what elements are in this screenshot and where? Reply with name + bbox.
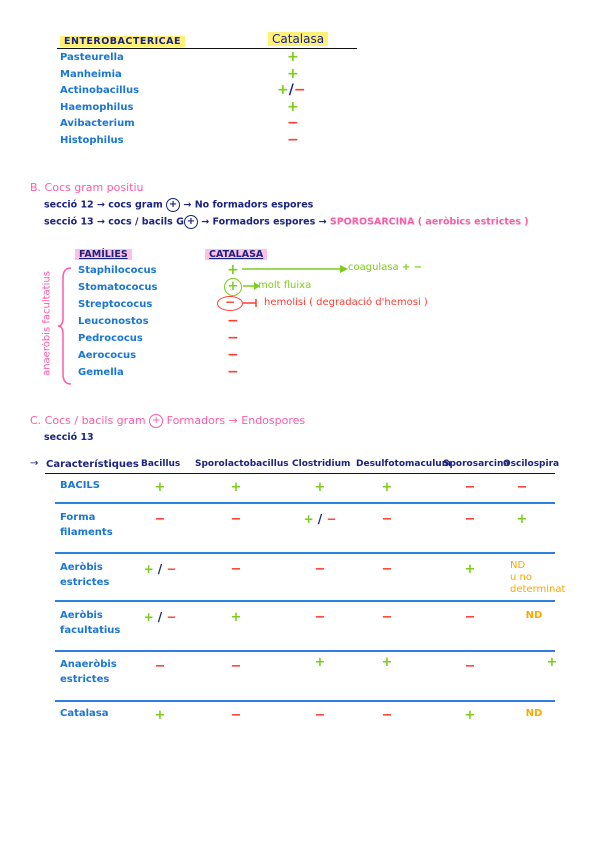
hemolisi-note: hemolisi ( degradació d'hemosi ) (264, 297, 428, 308)
section-b-title: B. Cocs gram positiu (30, 181, 144, 194)
table-cell: ND (525, 610, 543, 621)
table-cell: − (464, 480, 476, 495)
table-cell: − (154, 512, 166, 527)
section-c-subtitle: secció 13 (44, 432, 94, 443)
table-row-label: BACILS (60, 480, 100, 491)
entero-item-name: Manheimia (60, 68, 122, 80)
family-item-catalasa: − (227, 347, 239, 363)
table-row-divider (55, 650, 555, 652)
entero-item-name: Avibacterium (60, 118, 135, 129)
table-cell: − (230, 512, 242, 527)
entero-header-catalasa: Catalasa (268, 32, 328, 46)
family-item-name: Stomatococus (78, 282, 158, 293)
family-item-catalasa: − (227, 364, 239, 380)
table-cell: + (464, 562, 476, 577)
table-column-header: Desulfotomaculum (356, 459, 452, 469)
table-cell: − (314, 562, 326, 577)
family-item-name: Aerococus (78, 350, 137, 361)
table-cell: + (154, 708, 166, 723)
table-row-label: Catalasa (60, 708, 109, 719)
family-item-name: Staphilococus (78, 265, 157, 276)
table-cell: − (381, 512, 393, 527)
entero-item-catalasa: − (287, 131, 299, 148)
entero-header-rule (57, 48, 357, 49)
table-row-divider (55, 600, 555, 602)
circle-plus-icon: + (184, 215, 198, 229)
entero-item-catalasa: + (287, 49, 299, 65)
family-item-name: Pedrococus (78, 333, 143, 344)
entero-item-name: Actinobacillus (60, 85, 140, 96)
table-cell: − (464, 512, 476, 527)
families-header: FAMÍLIES (75, 249, 132, 260)
table-column-header: Oscilospira (503, 459, 560, 469)
table-cell: + (314, 655, 326, 670)
table-cell: + (381, 480, 393, 495)
entero-item-catalasa: + (287, 65, 299, 82)
table-cell: ND (525, 708, 543, 719)
table-row-divider (55, 552, 555, 554)
table-cell: − (230, 562, 242, 577)
minus-circle-icon: − (217, 296, 243, 311)
table-cell: + (516, 512, 528, 527)
table-cell: − (314, 708, 326, 723)
table-cell: + / − (143, 562, 177, 576)
table-row-divider (55, 700, 555, 702)
arrow-icon (242, 298, 262, 308)
table-cell: + (230, 480, 242, 495)
table-row-label: Anaeròbis estrictes (60, 659, 117, 685)
family-item-catalasa: − (227, 313, 239, 329)
entero-header (60, 36, 185, 47)
table-row-divider (55, 502, 555, 504)
bracket-icon (57, 266, 77, 386)
table-column-header: Sporolactobacillus (195, 459, 289, 469)
table-row-label: Aeròbis estrictes (60, 562, 110, 588)
family-item-name: Gemella (78, 367, 124, 378)
table-cell: + (464, 708, 476, 723)
coagulasa-note: coagulasa + − (348, 262, 423, 273)
family-item-name: Streptococus (78, 299, 153, 310)
table-cell: − (381, 708, 393, 723)
sporosarcina-note: SPOROSARCINA ( aeròbics estrictes ) (329, 216, 529, 228)
table-column-header: Característiques (46, 459, 139, 470)
table-cell: + (381, 655, 393, 670)
table-cell: + (230, 610, 242, 625)
entero-item-name: Histophilus (60, 134, 124, 146)
side-label-anaerobis: anaeròbis facultatius (41, 271, 53, 376)
circle-plus-icon: + (166, 198, 180, 212)
table-cell: + (314, 480, 326, 495)
table-cell: + / − (303, 512, 337, 526)
table-row-label: Aeròbis facultatius (60, 610, 121, 636)
entero-item-catalasa: +/− (277, 82, 306, 98)
section-c-title: C. Cocs / bacils gram + Formadors → Endospores (30, 414, 306, 427)
nd-note: ND u no determinat (510, 560, 566, 595)
entero-item-name: Pasteurella (60, 52, 124, 63)
entero-item-catalasa: − (287, 115, 299, 131)
table-column-header: Sporosarcina (443, 459, 510, 469)
table-cell: − (516, 480, 528, 495)
table-row-label: Forma filaments (60, 512, 113, 538)
catalasa-header: CATALASA (205, 249, 267, 260)
table-column-header: Bacillus (141, 459, 181, 469)
section-b-line1: secció 12 → cocs gram + → No formadors espores (44, 199, 314, 211)
table-cell: + / − (143, 610, 177, 624)
table-column-header: Clostridium (292, 459, 351, 469)
table-cell: − (314, 610, 326, 625)
molt-fluixa-note: molt fluixa (258, 280, 312, 291)
section-b-line2: secció 13 → cocs / bacils G + → Formadors espores → SPOROSARCINA ( aeròbics estrictes ) (44, 216, 529, 228)
entero-item-catalasa: + (287, 98, 299, 115)
table-cell: − (464, 659, 476, 674)
table-arrow-icon: → (30, 458, 39, 469)
entero-header-families: ENTEROBACTERICAE (60, 36, 185, 47)
table-cell: + (546, 655, 558, 670)
table-cell: − (381, 562, 393, 577)
table-cell: − (230, 708, 242, 723)
table-header-rule (45, 473, 555, 474)
circle-plus-icon: + (149, 414, 163, 428)
plus-circle-icon: + (224, 278, 242, 296)
table-cell: − (230, 659, 242, 674)
family-item-name: Leuconostos (78, 316, 149, 327)
table-cell: − (154, 659, 166, 674)
table-cell: + (154, 480, 166, 495)
table-cell: − (381, 610, 393, 625)
arrow-icon (240, 264, 350, 274)
family-item-catalasa: − (227, 330, 239, 346)
family-item-catalasa: + (227, 262, 239, 278)
table-cell: − (464, 610, 476, 625)
entero-item-name: Haemophilus (60, 101, 134, 113)
